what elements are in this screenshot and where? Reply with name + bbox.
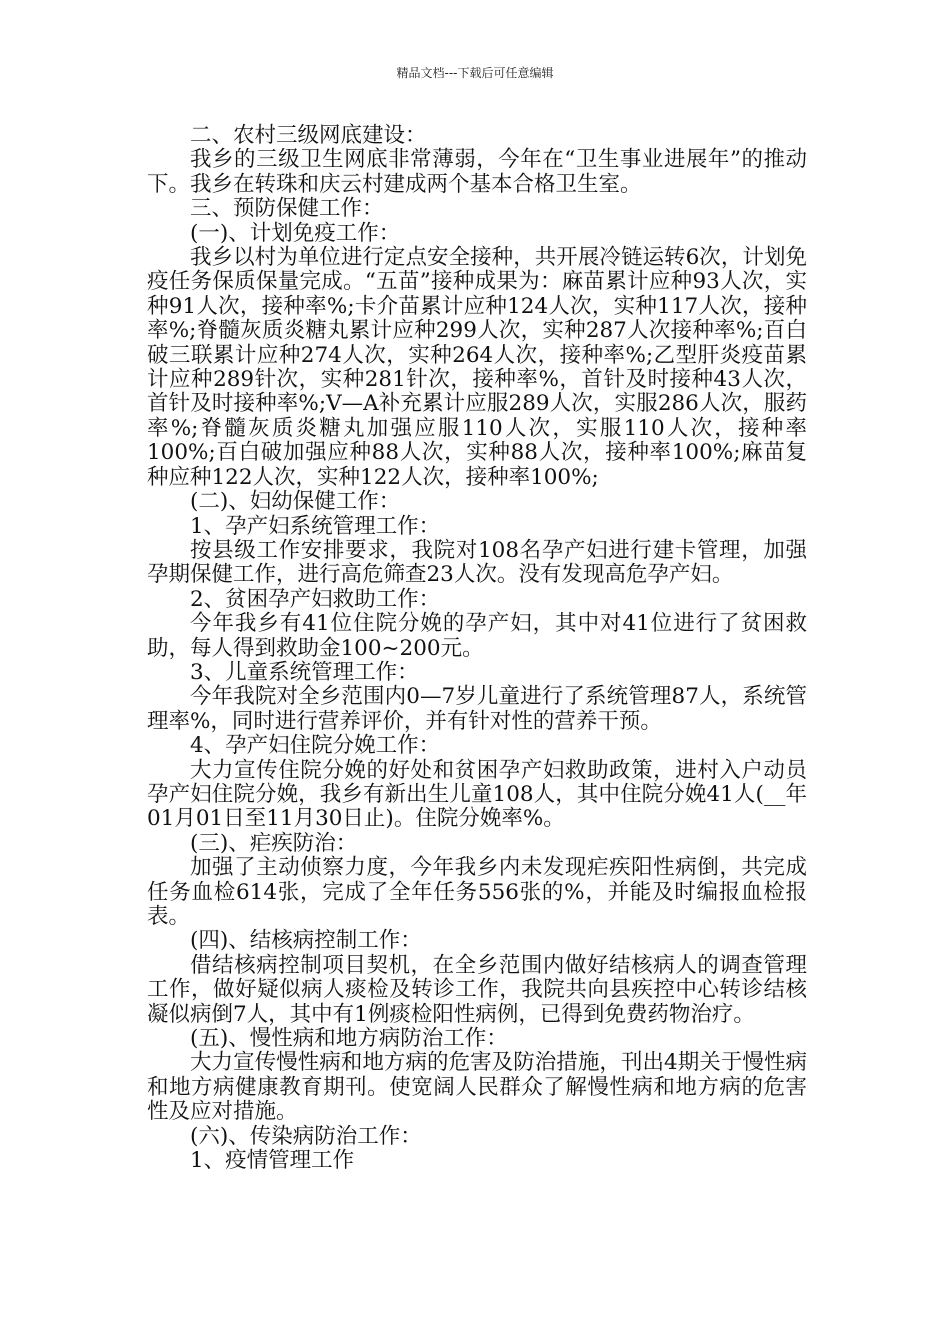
item-heading: 2、贫困孕产妇救助工作： (190, 586, 441, 612)
subsection-heading: (四)、结核病控制工作： (190, 928, 422, 954)
subsection-heading: (一)、计划免疫工作： (190, 220, 401, 246)
item-heading: 3、儿童系统管理工作： (190, 659, 419, 685)
subsection-heading: (五)、慢性病和地方病防治工作： (190, 1026, 508, 1052)
paragraph: 加强了主动侦察力度，今年我乡内未发现疟疾阳性病倒，共完成任务血检614张，完成了全年任务556张的%，并能及时编报血检报表。 (147, 855, 807, 929)
item-heading: 1、疫情管理工作 (190, 1148, 355, 1174)
document-body (147, 124, 807, 1173)
item-heading: 1、孕产妇系统管理工作： (190, 513, 441, 539)
paragraph: 按县级工作安排要求，我院对108名孕产妇进行建卡管理，加强孕期保健工作，进行高危筛查23人次。没有发现高危孕产妇。 (147, 537, 807, 588)
subsection-heading: (六)、传染病防治工作： (190, 1123, 422, 1149)
paragraph: 大力宣传住院分娩的好处和贫困孕产妇救助政策，进村入户动员孕产妇住院分娩，我乡有新出生儿童108人，其中住院分娩41人(__年01月01日至11月30日止)。住院分娩率%。 (147, 757, 807, 832)
page-header: 精品文档---下载后可任意编辑 (396, 66, 554, 80)
section-heading: 三、预防保健工作： (190, 196, 384, 222)
paragraph: 今年我院对全乡范围内0—7岁儿童进行了系统管理87人，系统管理率%，同时进行营养评价，并有针对性的营养干预。 (147, 684, 807, 734)
paragraph: 借结核病控制项目契机，在全乡范围内做好结核病人的调查管理工作，做好疑似病人痰检及转诊工作，我院共向县疾控中心转诊结核凝似病倒7人，其中有1例痰检阳性病例，已得到免费药物治疗。 (147, 952, 807, 1027)
section-heading: 二、农村三级网底建设： (190, 123, 427, 148)
subsection-heading: (二)、妇幼保健工作： (190, 489, 401, 515)
paragraph: 大力宣传慢性病和地方病的危害及防治措施，刊出4期关于慢性病和地方病健康教育期刊。使宽阔人民群众了解慢性病和地方病的危害性及应对措施。 (147, 1050, 807, 1125)
paragraph: 我乡以村为单位进行定点安全接种，共开展冷链运转6次，计划免疫任务保质保量完成。“五苗”接种成果为：麻苗累计应种93人次，实种91人次，接种率%;卡介苗累计应种124人次，实种117人次，接种率%;脊髓灰质炎糖丸累计应种299人次，实种287人次接种率%;百白破三联累计应种274人次，实种264人次，接种率%;乙型肝炎疫苗累计应种289针次，实种281针次，接种率%，首针及时接种43人次，首针及时接种率%;V—A补充累计应服289人次，实服286人次，服药率%;脊髓灰质炎糖丸加强应服110人次，实服110人次，接种率100%;百白破加强应种88人次，实种88人次，接种率100%;麻苗复种应种122人次，实种122人次，接种率100%; (147, 245, 807, 490)
paragraph: 我乡的三级卫生网底非常薄弱，今年在“卫生事业进展年”的推动下。我乡在转珠和庆云村建成两个基本合格卫生室。 (147, 147, 807, 197)
item-heading: 4、孕产妇住院分娩工作： (190, 733, 441, 759)
paragraph: 今年我乡有41位住院分娩的孕产妇，其中对41位进行了贫困救助，每人得到救助金100~200元。 (147, 611, 807, 661)
subsection-heading: (三)、疟疾防治： (190, 830, 358, 856)
